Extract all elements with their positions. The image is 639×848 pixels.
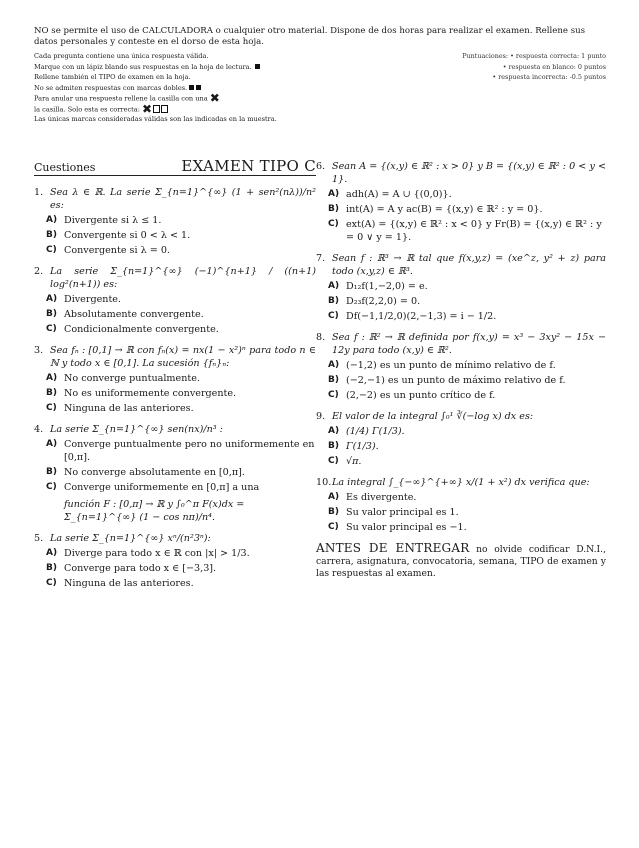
option-b [316, 203, 606, 216]
option-b [34, 229, 316, 242]
notice-heading: ANTES DE ENTREGAR [316, 541, 470, 555]
question-number: 6. [316, 161, 326, 172]
option-text: Su valor principal es 1. [346, 507, 459, 518]
option-label: A) [46, 215, 58, 225]
question-text: La serie Σ_{n=1}^{∞} (−1)^{n+1} / ((n+1) log²(n+1)) es: [50, 266, 316, 290]
option-a [34, 214, 316, 227]
question-text: La serie Σ_{n=1}^{∞} sen(nx)/n³ : [50, 424, 223, 435]
option-label: A) [328, 426, 340, 436]
question-8 [316, 331, 606, 402]
question-6 [316, 160, 606, 244]
rule-text: No se admiten respuestas con marcas dobles. [34, 83, 188, 92]
option-label: C) [46, 578, 57, 588]
option-text: Converge puntualmente pero no uniformemente en [0,π]. [64, 439, 315, 463]
option-text: Converge para todo x ∈ [−3,3]. [64, 563, 217, 574]
option-c [316, 389, 606, 402]
option-text: Convergente si 0 < λ < 1. [64, 230, 191, 241]
option-label: A) [46, 373, 58, 383]
option-text: No converge puntualmente. [64, 373, 200, 384]
option-text: Γ(1/3). [346, 441, 379, 452]
option-text: Ninguna de las anteriores. [64, 578, 194, 589]
question-9 [316, 410, 606, 468]
option-label: A) [328, 281, 340, 291]
rule-row [34, 83, 606, 94]
option-label: B) [46, 467, 57, 477]
empty-box-icon [161, 105, 168, 113]
instructions-intro: NO se permite el uso de CALCULADORA o cualquier otro material. Dispone de dos horas para realizar el examen. Rellene sus datos personales y conteste en el dorso de esta hoja. [34, 26, 586, 47]
filled-square-icon [189, 85, 194, 90]
question-2 [34, 265, 316, 336]
option-c [34, 402, 316, 415]
option-text: int(A) = A y ac(B) = {(x,y) ∈ ℝ² : y = 0}. [346, 204, 543, 215]
option-b [34, 387, 316, 400]
scoring-note: • respuesta en blanco: 0 puntos [502, 62, 606, 71]
question-number: 4. [34, 424, 44, 435]
right-column [316, 160, 606, 580]
option-c-continuation: función F : [0,π] → ℝ y ∫₀^π F(x)dx = Σ_{n=1}^{∞} (1 − cos nπ)/n⁴. [64, 499, 245, 523]
question-text: Sean f : ℝ³ → ℝ tal que f(x,y,z) = (xe^z, y² + z) para todo (x,y,z) ∈ ℝ³. [332, 253, 606, 277]
option-label: B) [46, 309, 57, 319]
option-text: (2,−2) es un punto crítico de f. [346, 390, 496, 401]
option-a [34, 547, 316, 560]
option-a [316, 425, 606, 438]
option-label: C) [46, 482, 57, 492]
option-text: Es divergente. [346, 492, 417, 503]
option-text: Divergente si λ ≤ 1. [64, 215, 162, 226]
question-text: La serie Σ_{n=1}^{∞} xⁿ/(n²3ⁿ): [50, 533, 211, 544]
option-text: ext(A) = {(x,y) ∈ ℝ² : x < 0} y Fr(B) = {(x,y) ∈ ℝ² : y = 0 ∨ y = 1}. [346, 219, 602, 243]
question-text: Sean A = {(x,y) ∈ ℝ² : x > 0} y B = {(x,y) ∈ ℝ² : 0 < y < 1}. [332, 161, 606, 185]
option-b [34, 466, 316, 479]
option-text: Divergente. [64, 294, 122, 305]
option-label: A) [328, 360, 340, 370]
rule-row [34, 101, 606, 116]
option-a [316, 280, 606, 293]
option-a [34, 372, 316, 385]
option-a [316, 188, 606, 201]
option-label: A) [46, 294, 58, 304]
option-text: (−2,−1) es un punto de máximo relativo de f. [346, 375, 566, 386]
exam-header [34, 157, 316, 176]
option-c [316, 310, 606, 323]
question-1 [34, 186, 316, 257]
filled-square-icon [255, 64, 260, 69]
option-c [34, 577, 316, 590]
cross-mark-icon: ✖ [141, 101, 153, 116]
question-4 [34, 423, 316, 524]
option-text: No converge absolutamente en [0,π]. [64, 467, 245, 478]
rule-text: Las únicas marcas consideradas válidas son las indicadas en la muestra. [34, 115, 277, 123]
option-text: D₂₃f(2,2,0) = 0. [346, 296, 421, 307]
option-text: √π. [346, 456, 362, 467]
option-b [316, 506, 606, 519]
rule-row [34, 114, 606, 125]
option-a [34, 438, 316, 464]
option-c [316, 218, 606, 244]
option-text: D₁₂f(1,−2,0) = e. [346, 281, 428, 292]
cross-mark-icon: ✖ [209, 91, 220, 105]
section-label: Cuestiones [34, 161, 96, 174]
option-label: C) [328, 219, 339, 229]
question-text: Sea λ ∈ ℝ. La serie Σ_{n=1}^{∞} (1 + sen²(nλ))/n² es: [50, 187, 316, 211]
option-text: adh(A) = A ∪ {(0,0)}. [346, 189, 452, 200]
option-label: C) [46, 245, 57, 255]
notice-text: no olvide codificar D.N.I., carrera, asignatura, convocatoria, semana, TIPO de examen y las respuestas al examen. [316, 544, 606, 579]
option-text: Ninguna de las anteriores. [64, 403, 194, 414]
question-10 [316, 476, 606, 534]
option-c [34, 244, 316, 257]
rule-row [34, 93, 606, 104]
question-text: El valor de la integral ∫₀¹ ∛(−log x) dx es: [332, 411, 534, 422]
rule-text: Para anular una respuesta rellene la casilla con una [34, 94, 208, 103]
option-b [316, 440, 606, 453]
option-label: B) [46, 230, 57, 240]
question-number: 5. [34, 533, 44, 544]
option-label: B) [328, 204, 339, 214]
scoring-note: Puntuaciones: • respuesta correcta: 1 punto [462, 52, 606, 60]
question-3 [34, 344, 316, 415]
question-number: 3. [34, 345, 44, 356]
question-number: 2. [34, 266, 44, 277]
option-c [34, 481, 316, 494]
option-label: B) [46, 563, 57, 573]
option-label: B) [328, 296, 339, 306]
question-number: 8. [316, 332, 326, 343]
option-b [316, 295, 606, 308]
left-column [34, 157, 316, 598]
option-label: B) [328, 507, 339, 517]
question-text: La integral ∫_{−∞}^{+∞} x/(1 + x²) dx verifica que: [332, 477, 590, 488]
option-label: C) [328, 522, 339, 532]
option-b [34, 562, 316, 575]
option-label: C) [328, 456, 339, 466]
option-label: A) [328, 189, 340, 199]
question-5 [34, 532, 316, 590]
rule-row [34, 51, 606, 62]
option-label: C) [46, 403, 57, 413]
rule-text: Rellene también el TIPO de examen en la hoja. [34, 73, 191, 81]
option-label: B) [328, 375, 339, 385]
option-c [316, 455, 606, 468]
question-number: 1. [34, 187, 44, 198]
option-label: C) [46, 324, 57, 334]
option-text: Convergente si λ = 0. [64, 245, 170, 256]
option-label: B) [328, 441, 339, 451]
option-b [316, 374, 606, 387]
option-label: A) [328, 492, 340, 502]
option-text: Absolutamente convergente. [64, 309, 204, 320]
option-c [316, 521, 606, 534]
question-number: 9. [316, 411, 326, 422]
option-text: Su valor principal es −1. [346, 522, 467, 533]
option-label: A) [46, 548, 58, 558]
option-label: A) [46, 439, 58, 449]
question-number: 7. [316, 253, 326, 264]
option-text: Converge uniformemente en [0,π] a una [64, 482, 260, 493]
question-text: Sea f : ℝ² → ℝ definida por f(x,y) = x³ − 3xy² − 15x − 12y para todo (x,y) ∈ ℝ². [332, 332, 606, 356]
option-text: (−1,2) es un punto de mínimo relativo de f. [346, 360, 556, 371]
rule-row [34, 72, 606, 83]
rule-row [34, 62, 606, 73]
option-label: C) [328, 390, 339, 400]
option-a [316, 359, 606, 372]
option-text: (1/4) Γ(1/3). [346, 426, 405, 437]
question-7 [316, 252, 606, 323]
option-label: C) [328, 311, 339, 321]
rule-text: Cada pregunta contiene una única respuesta válida. [34, 52, 209, 60]
rule-text: la casilla. Solo esta es correcta: [34, 104, 140, 113]
option-text: Df(−1,1/2,0)(2,−1,3) = i − 1/2. [346, 311, 497, 322]
option-b [34, 308, 316, 321]
option-text: Diverge para todo x ∈ ℝ con |x| > 1/3. [64, 548, 250, 559]
option-c [34, 323, 316, 336]
option-label: B) [46, 388, 57, 398]
option-text: No es uniformemente convergente. [64, 388, 237, 399]
rule-text: Marque con un lápiz blando sus respuestas en la hoja de lectura. [34, 62, 252, 71]
option-a [34, 293, 316, 306]
question-number: 10. [316, 477, 332, 488]
submission-notice [316, 542, 606, 580]
option-a [316, 491, 606, 504]
instructions [34, 26, 606, 125]
option-text: Condicionalmente convergente. [64, 324, 219, 335]
filled-square-icon [196, 85, 201, 90]
empty-box-icon [153, 105, 160, 113]
exam-title: EXAMEN TIPO C [181, 157, 316, 175]
question-text: Sea fₙ : [0,1] → ℝ con fₙ(x) = nx(1 − x²)ⁿ para todo n ∈ ℕ y todo x ∈ [0,1]. La sucesión {fₙ}ₙ: [50, 345, 316, 369]
scoring-note: • respuesta incorrecta: -0.5 puntos [492, 73, 606, 81]
